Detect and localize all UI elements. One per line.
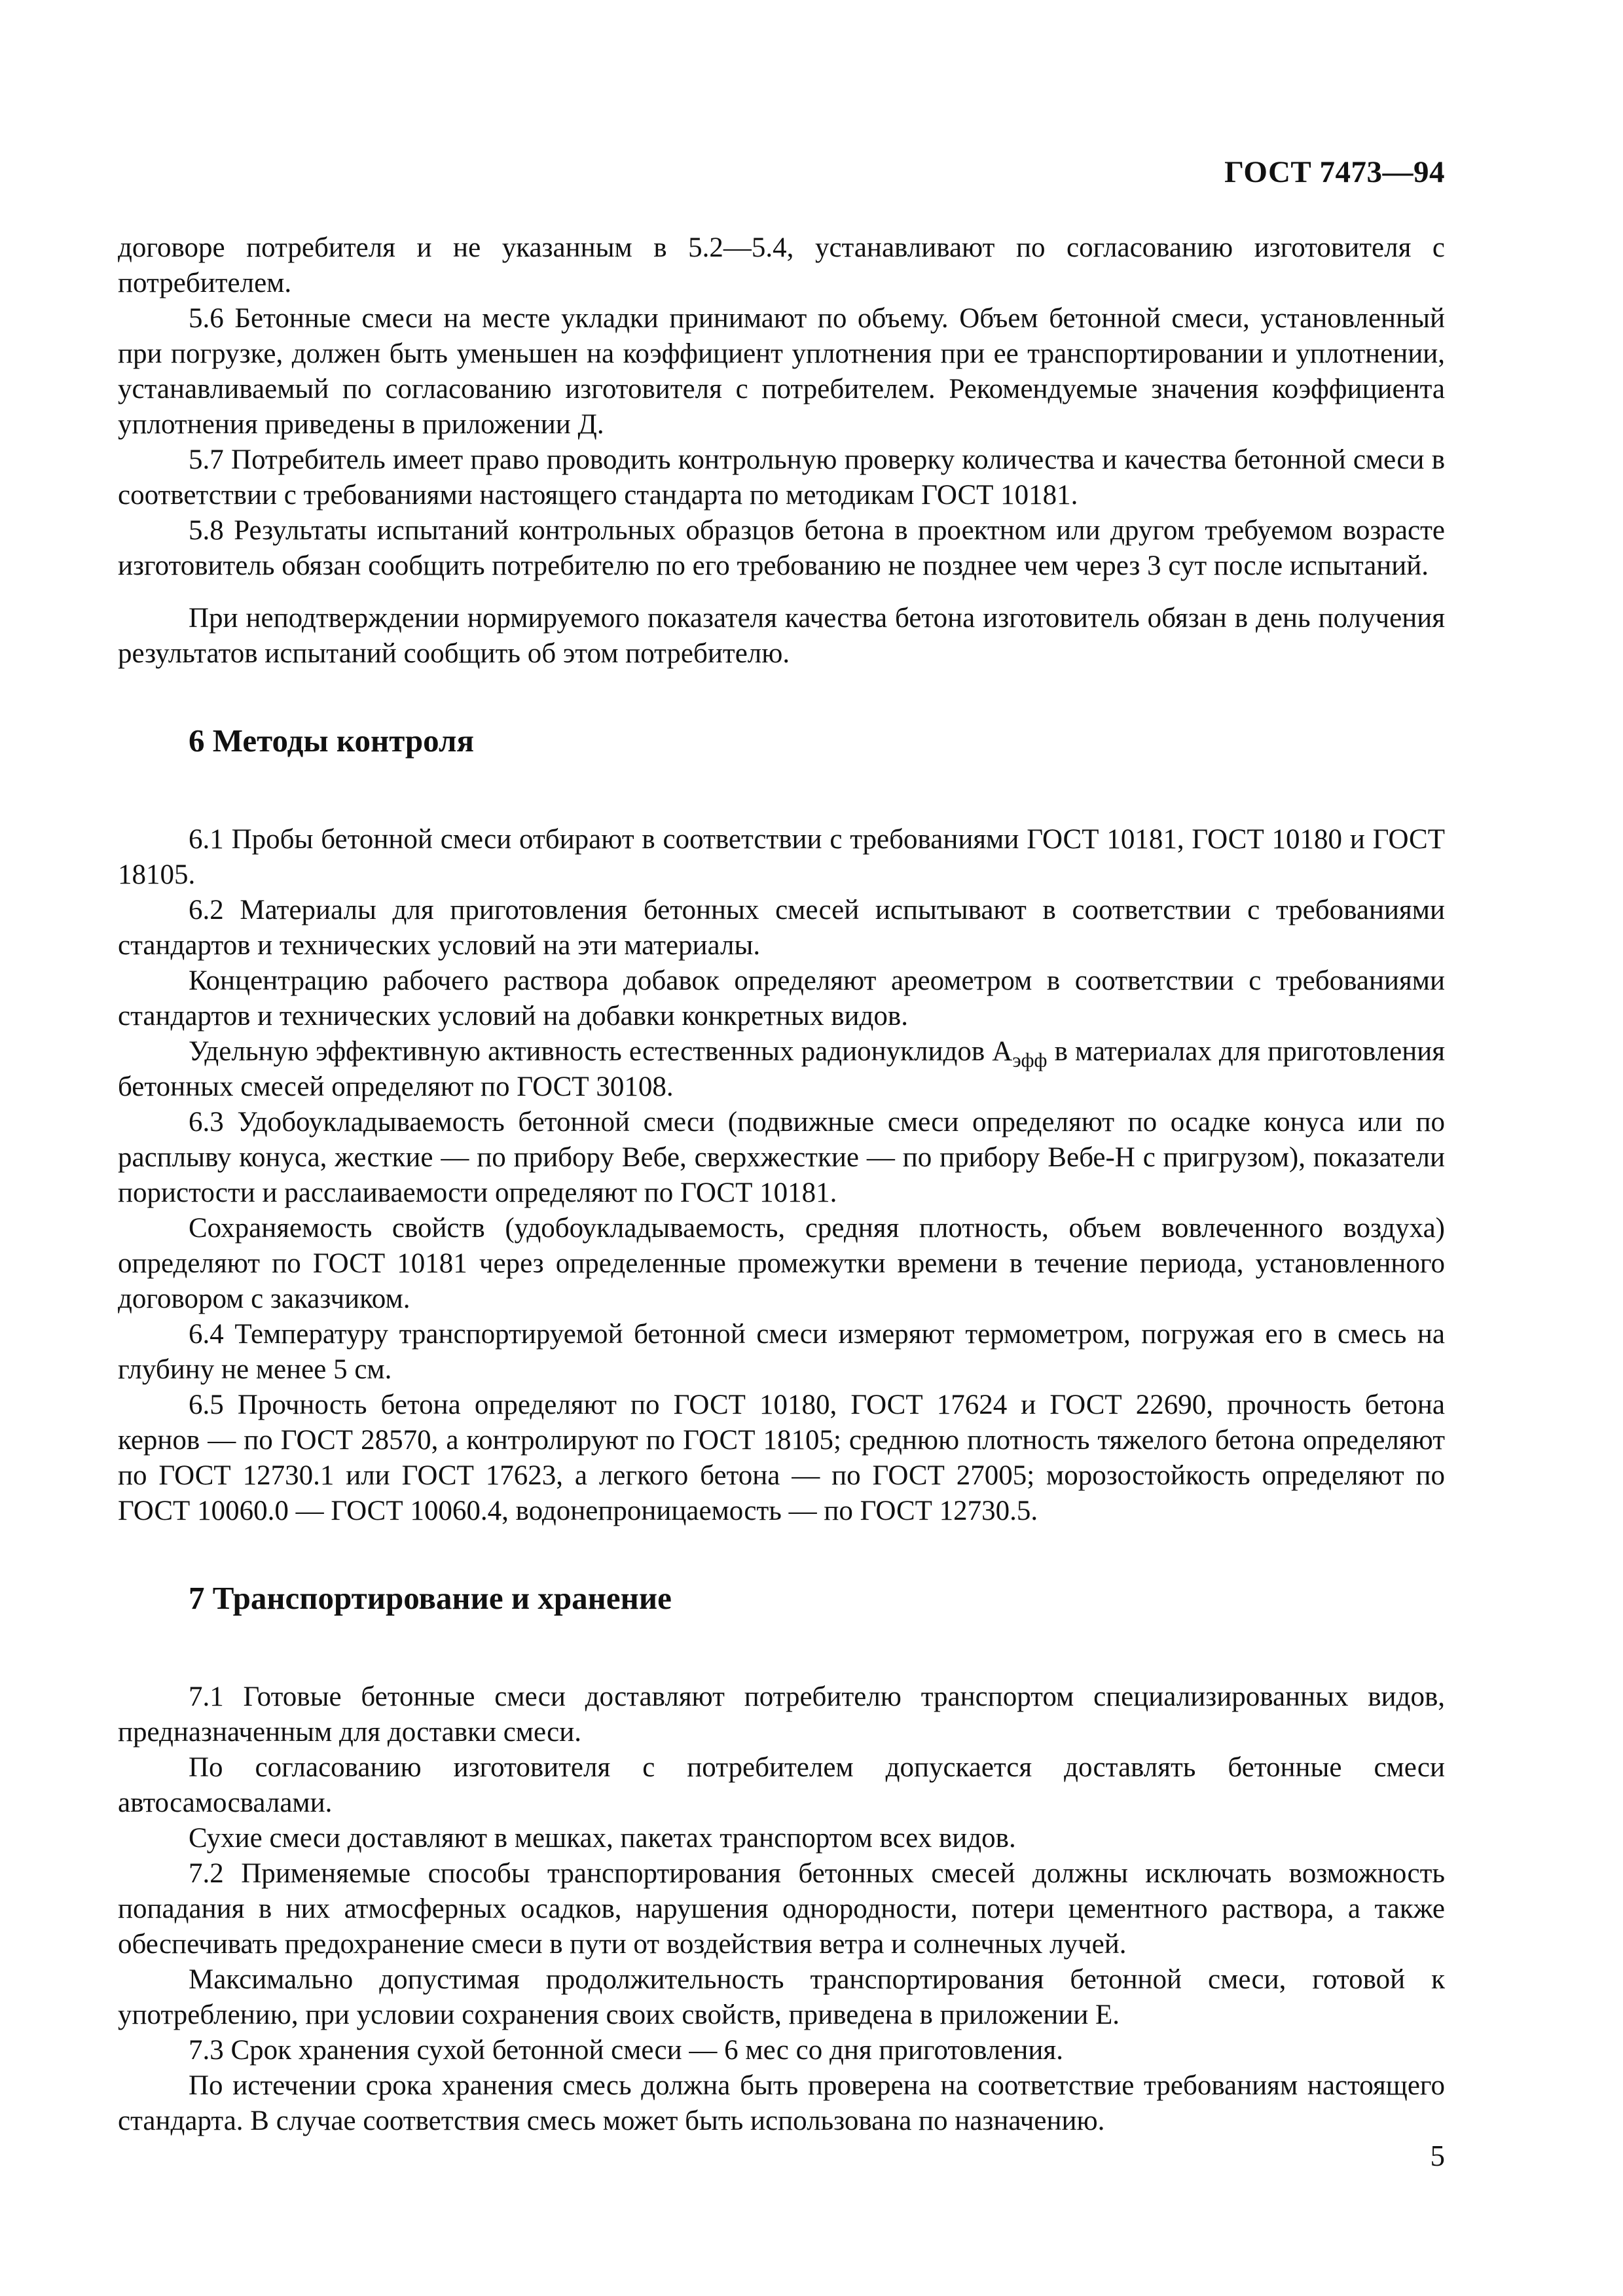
paragraph-6-2-concentration: Концентрацию рабочего раствора добавок определяют ареометром в соответствии с требованиями стандартов и технических условий на добавки конкретных видов. xyxy=(118,965,1445,1031)
paragraph-6-2-radionuclides xyxy=(118,1034,1445,1105)
paragraph-6-3-retention: Сохраняемость свойств (удобоукладываемость, средняя плотность, объем вовлеченного воздуха) определяют по ГОСТ 10181 через определенные промежутки времени в течение периода, установленного договором с заказчиком. xyxy=(118,1213,1445,1314)
paragraph-7-3: 7.3 Срок хранения сухой бетонной смеси — 6 мес со дня приготовления. xyxy=(189,2035,1063,2066)
paragraph-6-1: 6.1 Пробы бетонной смеси отбирают в соответствии с требованиями ГОСТ 10181, ГОСТ 10180 и ГОСТ 18105. xyxy=(118,824,1445,890)
paragraph-6-4: 6.4 Температуру транспортируемой бетонной смеси измеряют термометром, погружая его в смесь на глубину не менее 5 см. xyxy=(118,1319,1445,1385)
radionuclides-text-end: в материалах для приготовления бетонных смесей определяют по ГОСТ 30108. xyxy=(118,1036,1446,1102)
subscript-eff: эфф xyxy=(1012,1049,1048,1071)
paragraph-5-6: 5.6 Бетонные смеси на месте укладки принимают по объему. Объем бетонной смеси, установленный при погрузке, должен быть уменьшен на коэффициент уплотнения при ее транспортировании и уплотнении, устанавливаемый по согласованию изготовителя с потребителем. Рекомендуемые значения коэффициента уплотнения приведены в приложении Д. xyxy=(118,303,1445,440)
radionuclides-text-start: Удельную эффективную активность естественных радионуклидов А xyxy=(189,1036,1013,1067)
paragraph-5-8-note: При неподтверждении нормируемого показателя качества бетона изготовитель обязан в день получения результатов испытаний сообщить об этом потребителю. xyxy=(118,603,1445,669)
paragraph-7-2: 7.2 Применяемые способы транспортирования бетонных смесей должны исключать возможность попадания в них атмосферных осадков, нарушения однородности, потери цементного раствора, а также обеспечивать предохранение смеси в пути от воздействия ветра и солнечных лучей. xyxy=(118,1858,1445,1960)
section-7-title: 7 Транспортирование и хранение xyxy=(189,1580,672,1616)
paragraph-7-1-dry-mixes: Сухие смеси доставляют в мешках, пакетах транспортом всех видов. xyxy=(189,1823,1016,1854)
page-number: 5 xyxy=(1430,2140,1445,2172)
paragraph-7-2-duration: Максимально допустимая продолжительность транспортирования бетонной смеси, готовой к употреблению, при условии сохранения своих свойств, приведена в приложении Е. xyxy=(118,1964,1445,2030)
section-6-title: 6 Методы контроля xyxy=(189,723,474,759)
paragraph-5-7: 5.7 Потребитель имеет право проводить контрольную проверку количества и качества бетонной смеси в соответствии с требованиями настоящего стандарта по методикам ГОСТ 10181. xyxy=(118,444,1445,511)
paragraph-5-8: 5.8 Результаты испытаний контрольных образцов бетона в проектном или другом требуемом возрасте изготовитель обязан сообщить потребителю по его требованию не позднее чем через 3 сут после испытаний. xyxy=(118,515,1445,581)
document-body xyxy=(118,230,1445,2139)
paragraph-6-2: 6.2 Материалы для приготовления бетонных смесей испытывают в соответствии с требованиями стандартов и технических условий на эти материалы. xyxy=(118,895,1445,961)
paragraph-7-3-expiry: По истечении срока хранения смесь должна быть проверена на соответствие требованиям настоящего стандарта. В случае соответствия смесь может быть использована по назначению. xyxy=(118,2070,1445,2136)
paragraph-6-3: 6.3 Удобоукладываемость бетонной смеси (подвижные смеси определяют по осадке конуса или по расплыву конуса, жесткие — по прибору Вебе, сверхжесткие — по прибору Вебе-Н с пригрузом), показатели пористости и расслаиваемости определяют по ГОСТ 10181. xyxy=(118,1107,1445,1208)
standard-code-header: ГОСТ 7473—94 xyxy=(1224,155,1445,189)
paragraph-6-5: 6.5 Прочность бетона определяют по ГОСТ 10180, ГОСТ 17624 и ГОСТ 22690, прочность бетона кернов — по ГОСТ 28570, а контролируют по ГОСТ 18105; среднюю плотность тяжелого бетона определяют по ГОСТ 12730.1 или ГОСТ 17623, а легкого бетона — по ГОСТ 27005; морозостойкость определяют по ГОСТ 10060.0 — ГОСТ 10060.4, водонепроницаемость — по ГОСТ 12730.5. xyxy=(118,1390,1445,1526)
paragraph-continuation: договоре потребителя и не указанным в 5.2—5.4, устанавливают по согласованию изготовителя с потребителем. xyxy=(118,232,1445,298)
paragraph-7-1-dump-trucks: По согласованию изготовителя с потребителем допускается доставлять бетонные смеси автосамосвалами. xyxy=(118,1752,1445,1818)
paragraph-7-1: 7.1 Готовые бетонные смеси доставляют потребителю транспортом специализированных видов, предназначенным для доставки смеси. xyxy=(118,1681,1445,1748)
